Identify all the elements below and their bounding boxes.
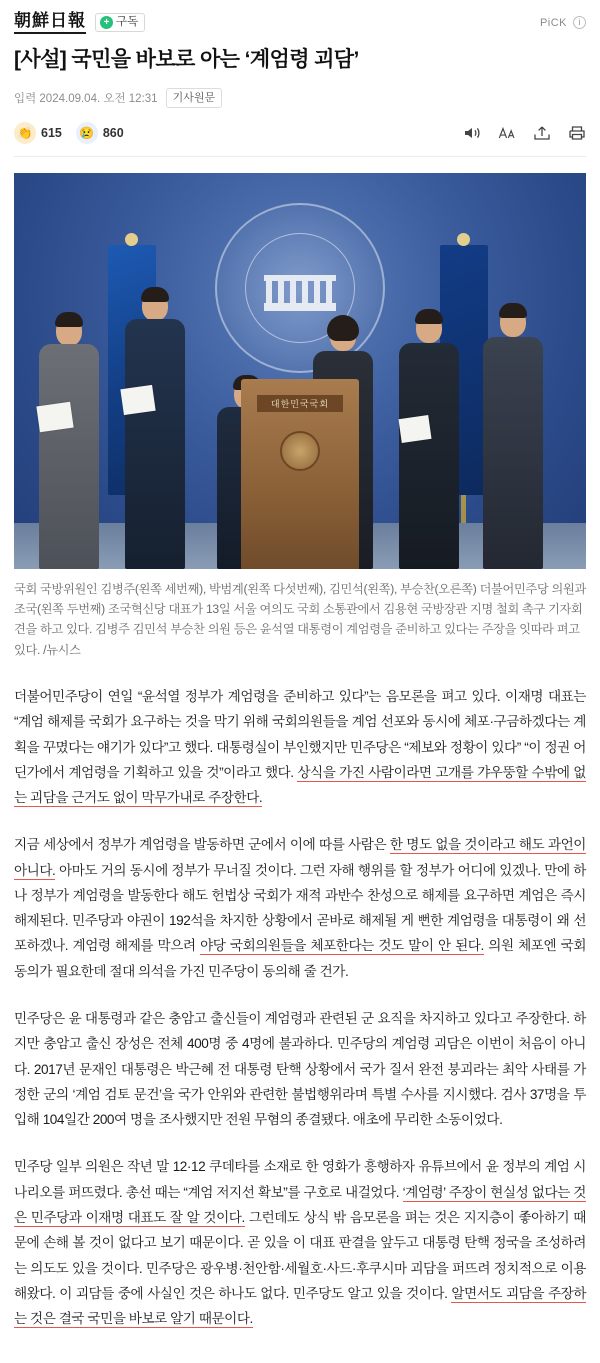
clap-icon: 👏 <box>14 122 36 144</box>
publisher-logo[interactable]: 朝鮮日報 <box>14 12 86 34</box>
podium-emblem-icon <box>280 431 320 471</box>
text-segment: 더불어민주당이 연일 “윤석열 정부가 계엄령을 준비하고 있다”는 음모론을 펴고 있다. 이재명 대표는 “계엄 해제를 국회가 요구하는 것을 막기 위해 국회의원들을 계엄 선포와 동시에 체포·구금하겠다는 계획을 꾸몄다는 얘기가 있다”고 했다. 대통령실이 부인했지만 민주당은 “제보와 정황이 있다” “이 정권 어딘가에서 계엄령을 기획하고 있을 것”이라고 했다. <box>14 688 586 780</box>
font-size-icon[interactable] <box>498 124 516 142</box>
listen-icon[interactable] <box>463 124 481 142</box>
text-segment: 의원 체포엔 국회 동의가 필요한데 절대 의석을 가진 민주당이 동의해 줄 건가. <box>14 938 586 979</box>
subscribe-button[interactable] <box>95 13 145 32</box>
article-meta <box>14 88 586 108</box>
text-segment: 아마도 거의 동시에 정부가 무너질 것이다. 그런 자해 행위를 할 정부가 어디에 있겠나. 만에 하나 정부가 계엄령을 발동한다 해도 헌법상 국회가 재적 과반수 찬성으로 해제를 요구하면 계엄은 즉시 해제된다. 민주당과 야권이 192석을 차지한 상황에서 곧바로 해제될 게 뻔한 계엄령을 대통령이 왜 선포하겠나. 계엄령 해제를 막으려 <box>14 862 586 954</box>
highlighted-text: 한 명도 없을 것이라고 해도 과언이 아니다. <box>14 837 586 878</box>
reaction-sad[interactable] <box>76 122 124 144</box>
highlighted-text: ‘계엄령’ 주장이 현실성 없다는 것은 민주당과 이재명 대표도 잘 알 것이다. <box>14 1184 586 1226</box>
timestamp: 입력 2024.09.04. 오전 12:31 <box>14 92 158 105</box>
article-figure <box>14 173 586 660</box>
podium-plate: 대한민국국회 <box>257 395 343 412</box>
person-5 <box>392 297 466 569</box>
person-1 <box>32 294 106 569</box>
info-icon[interactable]: i <box>573 16 586 29</box>
highlighted-text: 알면서도 괴담을 주장하는 것은 결국 국민을 바보로 알기 때문이다. <box>14 1285 586 1327</box>
action-icons <box>463 124 586 142</box>
highlighted-text: 야당 국회의원들을 체포한다는 것도 말이 안 된다. <box>200 938 484 954</box>
paragraph-4 <box>14 1154 586 1331</box>
article-body <box>14 684 586 1331</box>
person-6 <box>476 293 550 569</box>
text-segment: 지금 세상에서 정부가 계엄령을 발동하면 군에서 이에 따를 사람은 <box>14 837 390 853</box>
paragraph-2 <box>14 832 586 984</box>
text-segment: 민주당은 윤 대통령과 같은 충암고 출신들이 계엄령과 관련된 군 요직을 차지하고 있다고 주장한다. 하지만 충암고 출신 장성은 전체 400명 중 4명에 불과하다. 민주당의 계엄령 괴담은 이번이 처음이 아니다. 2017년 문재인 대통령은 박근혜 전 대통령 탄핵 상황에서 국가 질서 완전 붕괴라는 최악 사태를 가정한 군의 ‘계엄 검토 문건’을 국가 안위와 관련한 불법행위라며 특별 수사를 지시했다. 검사 37명을 투입해 104일간 200여 명을 조사했지만 전원 무혐의 종결됐다. 애초에 무리한 소동이었다. <box>14 1011 586 1128</box>
plus-icon: + <box>100 16 113 29</box>
reaction-clap-count: 615 <box>41 125 62 140</box>
paragraph-3 <box>14 1006 586 1132</box>
page-title: [사설] 국민을 바보로 아는 ‘계엄령 괴담’ <box>14 47 359 71</box>
original-article-button[interactable]: 기사원문 <box>166 88 223 108</box>
reaction-sad-count: 860 <box>102 125 124 140</box>
share-icon[interactable] <box>533 124 551 142</box>
pick-area <box>540 16 586 29</box>
paragraph-1 <box>14 684 586 810</box>
highlighted-text: 상식을 가진 사람이라면 고개를 갸우뚱할 수밖에 없는 괴담을 근거도 없이 막무가내로 주장한다. <box>14 764 586 806</box>
reaction-clap[interactable] <box>14 122 62 144</box>
print-icon[interactable] <box>568 124 586 142</box>
person-2 <box>118 279 192 569</box>
article-photo[interactable] <box>14 173 586 569</box>
subscribe-label: 구독 <box>116 16 139 29</box>
top-bar <box>0 0 600 40</box>
sad-icon: 😢 <box>76 122 98 144</box>
podium <box>241 379 359 569</box>
text-segment: 민주당 일부 의원은 작년 말 12·12 쿠데타를 소재로 한 영화가 흥행하자 유튜브에서 윤 정부의 계엄 시나리오를 퍼뜨렸다. 총선 때는 “계엄 저지선 확보”를 구호로 내걸었다. <box>14 1159 586 1200</box>
photo-caption: 국회 국방위원인 김병주(왼쪽 세번째), 박범계(왼쪽 다섯번째), 김민석(왼쪽), 부승찬(오른쪽) 더불어민주당 의원과 조국(왼쪽 두번째) 조국혁신당 대표가 13일 서울 여의도 국회 소통관에서 김용현 국방장관 지명 철회 촉구 기자회견을 하고 있다. 김병주 김민석 부승찬 의원 등은 윤석열 대통령이 계엄령을 준비하고 있다는 주장을 잇따라 펴고 있다. /뉴시스 <box>14 581 586 657</box>
reaction-bar <box>14 122 586 157</box>
text-segment: 그런데도 상식 밖 음모론을 펴는 것은 지지층이 좋아하기 때문에 손해 볼 것이 없다고 보기 때문이다. 곧 있을 이 대표 판결을 앞두고 대통령 탄핵 정국을 조성하려는 의도도 있을 것이다. 민주당은 광우병·천안함·세월호·사드·후쿠시마 괴담을 퍼뜨려 정치적으로 이용해왔다. 이 괴담들 중에 사실인 것은 하나도 없다. 민주당도 알고 있을 것이다. <box>14 1210 586 1301</box>
pick-label: PiCK <box>539 16 567 29</box>
